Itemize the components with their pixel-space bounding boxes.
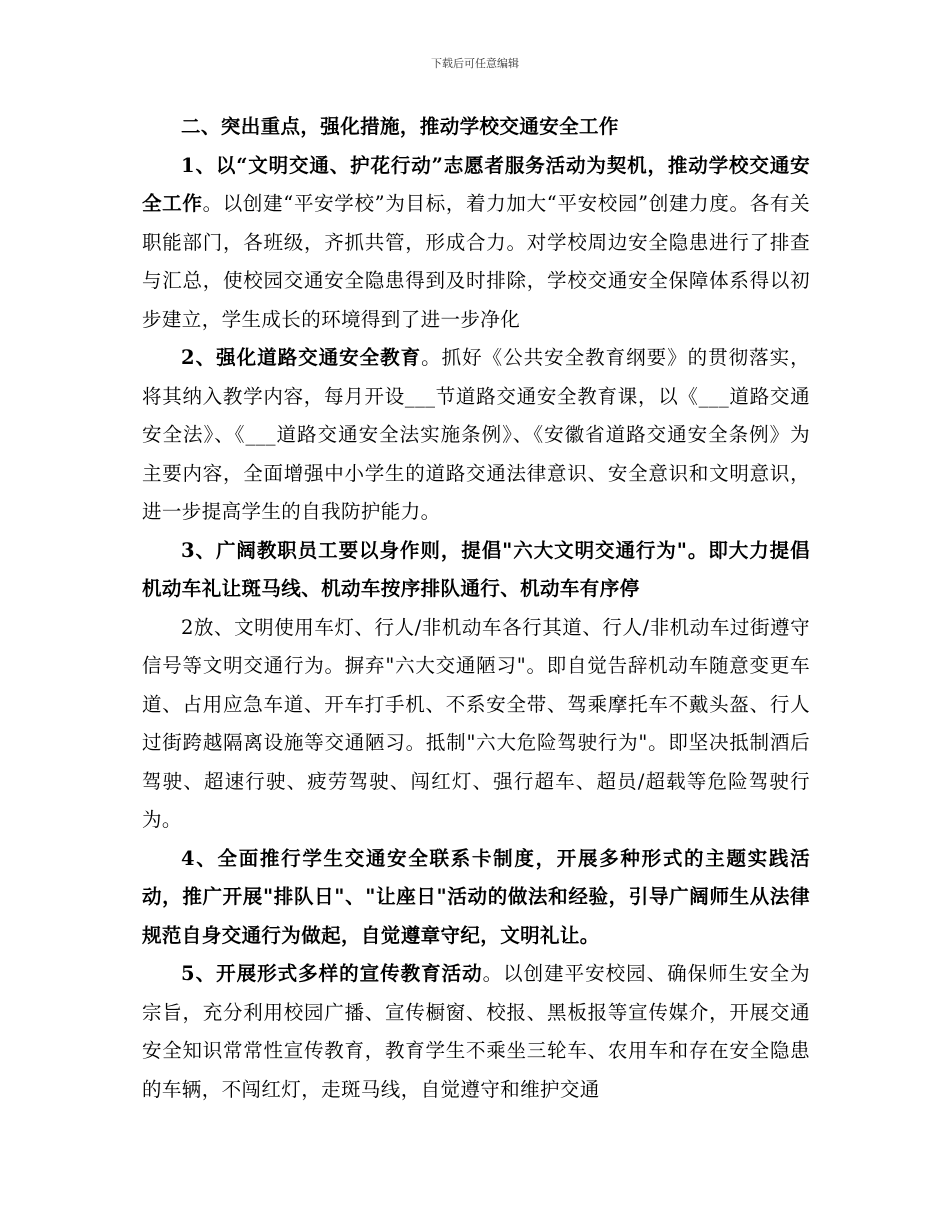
paragraph-4 xyxy=(142,840,810,956)
paragraph-3-lead: 3、广阔教职员工要以身作则，提倡"六大文明交通行为"。即大力提倡机动车礼让斑马线、机动车按序排队通行、机动车有序停 xyxy=(142,538,810,600)
paragraph-3 xyxy=(142,532,810,609)
document-body xyxy=(142,108,810,1109)
paragraph-1 xyxy=(142,147,810,340)
paragraph-2 xyxy=(142,339,810,532)
paragraph-3-continued-body: 2放、文明使用车灯、行人/非机动车各行其道、行人/非机动车过街遵守信号等文明交通行为。摒弃"六大交通陋习"。即自觉告辞机动车随意变更车道、占用应急车道、开车打手机、不系安全带、驾乘摩托车不戴头盔、行人过街跨越隔离设施等交通陋习。抵制"六大危险驾驶行为"。即坚决抵制酒后驾驶、超速行驶、疲劳驾驶、闯红灯、强行超车、超员/超载等危险驾驶行为。 xyxy=(142,615,810,831)
paragraph-5-body: 。以创建平安校园、确保师生安全为宗旨，充分利用校园广播、宣传橱窗、校报、黑板报等宣传媒介，开展交通安全知识常常性宣传教育，教育学生不乘坐三轮车、农用车和存在安全隐患的车辆，不闯红灯，走斑马线，自觉遵守和维护交通 xyxy=(142,962,810,1101)
page-header-note: 下载后可任意编辑 xyxy=(431,57,519,70)
paragraph-1-lead: 1、以“文明交通、护花行动”志愿者服务活动为契机，推动学校交通安全工作 xyxy=(142,153,810,215)
paragraph-2-lead: 2、强化道路交通安全教育 xyxy=(181,346,422,369)
paragraph-3-continued xyxy=(142,609,810,840)
paragraph-1-body: 。以创建“平安学校”为目标，着力加大“平安校园”创建力度。各有关职能部门，各班级，齐抓共管，形成合力。对学校周边安全隐患进行了排查与汇总，使校园交通安全隐患得到及时排除，学校交通安全保障体系得以初步建立，学生成长的环境得到了进一步净化 xyxy=(142,192,811,331)
paragraph-5 xyxy=(142,955,810,1109)
paragraph-4-lead: 4、全面推行学生交通安全联系卡制度，开展多种形式的主题实践活动，推广开展"排队日"、"让座日"活动的做法和经验，引导广阔师生从法律规范自身交通行为做起，自觉遵章守纪，文明礼让。 xyxy=(142,846,810,947)
paragraph-2-body: 。抓好《公共安全教育纲要》的贯彻落实，将其纳入教学内容，每月开设___节道路交通安全教育课，以《___道路交通安全法》、《___道路交通安全法实施条例》、《安徽省道路交通安全条例》为主要内容，全面增强中小学生的道路交通法律意识、安全意识和文明意识，进一步提高学生的自我防护能力。 xyxy=(142,346,810,523)
paragraph-5-lead: 5、开展形式多样的宣传教育活动 xyxy=(181,962,483,985)
section-title: 二、突出重点，强化措施，推动学校交通安全工作 xyxy=(181,115,619,138)
